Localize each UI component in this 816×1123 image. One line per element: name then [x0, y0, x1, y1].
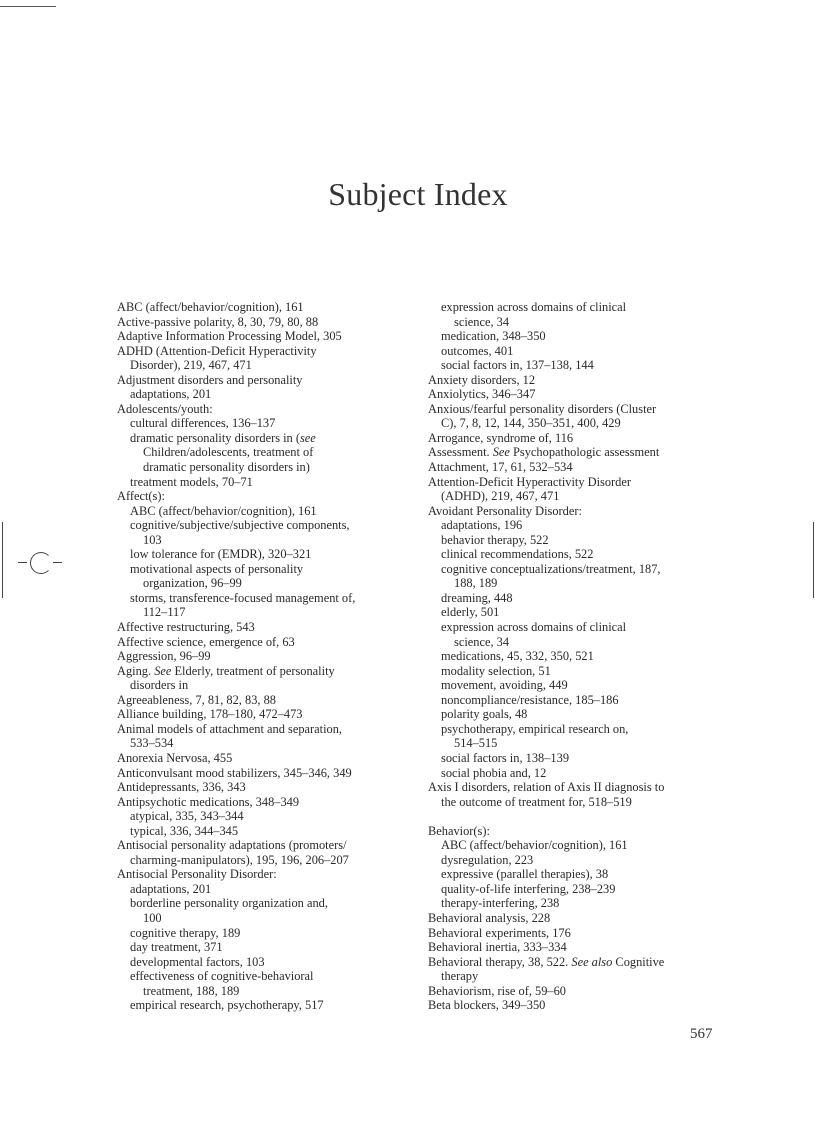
index-entry-line: Anxiety disorders, 12	[428, 372, 536, 387]
index-entry-line: therapy-interfering, 238	[441, 896, 560, 911]
index-entry	[117, 649, 415, 664]
index-entry-line: Beta blockers, 349–350	[428, 998, 546, 1013]
index-entry	[117, 489, 415, 504]
index-subentry	[117, 431, 415, 475]
index-entry-line: Axis I disorders, relation of Axis II diagnosis to	[428, 780, 665, 795]
index-entry-continuation: 112–117	[143, 605, 186, 620]
index-entry	[117, 635, 415, 650]
index-subentry	[117, 998, 415, 1013]
index-entry-line: Behavioral analysis, 228	[428, 910, 551, 925]
index-entry-continuation: science, 34	[454, 314, 510, 329]
index-entry-line: Attachment, 17, 61, 532–534	[428, 460, 573, 475]
index-entry-continuation: disorders in	[130, 678, 189, 693]
index-entry-line: cognitive/subjective/subjective components,	[130, 518, 350, 533]
index-subentry	[117, 547, 415, 562]
index-entry	[117, 300, 415, 315]
index-entry	[117, 780, 415, 795]
index-entry	[428, 926, 728, 941]
index-entry	[117, 766, 415, 781]
index-entry-line: empirical research, psychotherapy, 517	[130, 998, 324, 1013]
index-entry-continuation: C), 7, 8, 12, 144, 350–351, 400, 429	[441, 416, 621, 431]
index-entry-line: Affective science, emergence of, 63	[117, 634, 295, 649]
index-entry-line: Affect(s):	[117, 489, 165, 504]
index-entry-line: Attention-Deficit Hyperactivity Disorder	[428, 474, 632, 489]
index-subentry	[428, 344, 728, 359]
index-entry	[428, 387, 728, 402]
index-subentry	[117, 940, 415, 955]
index-entry-line: medication, 348–350	[441, 329, 546, 344]
index-subentry	[117, 824, 415, 839]
index-entry	[117, 620, 415, 635]
index-subentry	[117, 882, 415, 897]
index-entry-continuation: Children/adolescents, treatment of	[143, 445, 314, 460]
page-edge-left	[2, 522, 3, 598]
index-column-left	[117, 300, 415, 1013]
index-entry	[117, 867, 415, 882]
index-subentry	[428, 591, 728, 606]
index-entry-line: Behavioral therapy, 38, 522. See also Cognitive	[428, 954, 665, 969]
index-entry-line: borderline personality organization and,	[130, 896, 328, 911]
index-entry-line: Assessment. See Psychopathologic assessment	[428, 445, 660, 460]
index-entry-continuation: therapy	[441, 969, 479, 984]
index-entry-line: Anorexia Nervosa, 455	[117, 750, 233, 765]
index-subentry	[428, 518, 728, 533]
index-entry-line: treatment models, 70–71	[130, 474, 253, 489]
index-subentry	[117, 896, 415, 925]
crop-mark-top	[0, 6, 56, 7]
index-subentry	[117, 416, 415, 431]
index-entry-continuation: (ADHD), 219, 467, 471	[441, 489, 560, 504]
index-entry-line: Antidepressants, 336, 343	[117, 780, 246, 795]
index-entry	[117, 722, 415, 751]
index-subentry	[428, 329, 728, 344]
index-entry-continuation: treatment, 188, 189	[143, 983, 240, 998]
index-entry	[428, 984, 728, 999]
index-entry-line: dreaming, 448	[441, 590, 513, 605]
index-entry	[428, 911, 728, 926]
index-entry	[428, 824, 728, 839]
index-subentry	[428, 693, 728, 708]
index-entry-continuation: 533–534	[130, 736, 174, 751]
index-entry	[117, 402, 415, 417]
index-entry-line: effectiveness of cognitive-behavioral	[130, 969, 314, 984]
index-entry-line: Animal models of attachment and separation,	[117, 721, 343, 736]
index-entry-line: social factors in, 137–138, 144	[441, 358, 594, 373]
index-subentry	[428, 896, 728, 911]
index-entry-line: Adjustment disorders and personality	[117, 372, 303, 387]
index-entry-continuation: adaptations, 201	[130, 387, 212, 402]
index-entry-line: social factors in, 138–139	[441, 750, 570, 765]
index-subentry	[117, 969, 415, 998]
index-entry-line: behavior therapy, 522	[441, 532, 549, 547]
index-entry-line: psychotherapy, empirical research on,	[441, 721, 629, 736]
index-entry	[428, 402, 728, 431]
index-entry-line: adaptations, 201	[130, 881, 212, 896]
registration-mark-icon	[18, 549, 62, 579]
index-entry-continuation: organization, 96–99	[143, 576, 242, 591]
index-entry-line: ABC (affect/behavior/cognition), 161	[130, 503, 317, 518]
index-entry-line: expression across domains of clinical	[441, 620, 627, 635]
index-subentry	[428, 562, 728, 591]
index-entry-line: storms, transference-focused management of,	[130, 590, 356, 605]
index-entry-line: typical, 336, 344–345	[130, 823, 239, 838]
index-entry-line: cultural differences, 136–137	[130, 416, 276, 431]
index-entry-continuation: 188, 189	[454, 576, 498, 591]
index-entry-line: Adaptive Information Processing Model, 305	[117, 329, 342, 344]
index-entry	[428, 940, 728, 955]
index-entry	[117, 707, 415, 722]
index-entry-line: outcomes, 401	[441, 343, 514, 358]
index-subentry	[428, 547, 728, 562]
index-subentry	[428, 707, 728, 722]
index-entry-line: cognitive therapy, 189	[130, 925, 241, 940]
index-entry-line: Antisocial personality adaptations (promoters/	[117, 838, 347, 853]
index-entry	[428, 431, 728, 446]
index-subentry	[428, 678, 728, 693]
index-entry-continuation: science, 34	[454, 634, 510, 649]
index-entry	[428, 955, 728, 984]
index-entry	[117, 344, 415, 373]
index-entry	[428, 460, 728, 475]
index-entry-line: Antipsychotic medications, 348–349	[117, 794, 300, 809]
index-entry-line: Avoidant Personality Disorder:	[428, 503, 582, 518]
index-entry	[428, 475, 728, 504]
index-entry	[117, 373, 415, 402]
index-entry-line: low tolerance for (EMDR), 320–321	[130, 547, 312, 562]
index-entry-line: expression across domains of clinical	[441, 300, 627, 314]
index-entry-line: cognitive conceptualizations/treatment, 187,	[441, 561, 661, 576]
index-entry-line: atypical, 335, 343–344	[130, 809, 244, 824]
index-subentry	[428, 605, 728, 620]
index-entry-line: Active-passive polarity, 8, 30, 79, 80, 88	[117, 314, 319, 329]
index-entry-line: ABC (affect/behavior/cognition), 161	[441, 838, 628, 853]
index-entry-line: developmental factors, 103	[130, 954, 265, 969]
index-entry-line: Behavioral inertia, 333–334	[428, 940, 567, 955]
index-entry-continuation: 103	[143, 532, 162, 547]
index-entry	[428, 373, 728, 388]
index-subentry	[117, 475, 415, 490]
page-title: Subject Index	[328, 176, 508, 212]
index-entry-continuation: 100	[143, 910, 162, 925]
index-subentry	[428, 620, 728, 649]
index-entry-line: motivational aspects of personality	[130, 561, 304, 576]
index-entry-line: Alliance building, 178–180, 472–473	[117, 707, 303, 722]
index-subentry	[428, 838, 728, 853]
index-entry-line: Adolescents/youth:	[117, 401, 213, 416]
index-entry-line: Aggression, 96–99	[117, 649, 211, 664]
index-entry-line: Arrogance, syndrome of, 116	[428, 430, 574, 445]
index-entry	[428, 998, 728, 1013]
index-subentry	[117, 955, 415, 970]
index-entry-line: movement, avoiding, 449	[441, 678, 568, 693]
index-entry-line: Affective restructuring, 543	[117, 620, 255, 635]
index-entry-line: quality-of-life interfering, 238–239	[441, 881, 616, 896]
index-entry-line: Anticonvulsant mood stabilizers, 345–346, 349	[117, 765, 352, 780]
index-entry	[117, 838, 415, 867]
index-entry	[117, 693, 415, 708]
index-entry-line: dysregulation, 223	[441, 852, 534, 867]
index-subentry	[428, 882, 728, 897]
index-entry-line: medications, 45, 332, 350, 521	[441, 649, 594, 664]
index-entry-line: Behavior(s):	[428, 823, 490, 838]
index-entry-line: dramatic personality disorders in (see	[130, 430, 316, 445]
index-entry-line: polarity goals, 48	[441, 707, 528, 722]
index-subentry	[428, 722, 728, 751]
index-subentry	[428, 300, 728, 329]
index-entry-line: Agreeableness, 7, 81, 82, 83, 88	[117, 692, 276, 707]
index-entry	[117, 329, 415, 344]
index-entry-line: clinical recommendations, 522	[441, 547, 594, 562]
index-subentry	[117, 926, 415, 941]
index-subentry	[117, 591, 415, 620]
index-entry-continuation: charming-manipulators), 195, 196, 206–207	[130, 852, 349, 867]
index-entry-line: ABC (affect/behavior/cognition), 161	[117, 300, 304, 314]
index-subentry	[117, 809, 415, 824]
index-subentry	[428, 853, 728, 868]
index-entry-line: day treatment, 371	[130, 940, 223, 955]
index-subentry	[117, 504, 415, 519]
index-entry-line: Behaviorism, rise of, 59–60	[428, 983, 566, 998]
page-number: 567	[690, 1026, 713, 1042]
index-gap	[428, 809, 728, 824]
index-subentry	[428, 664, 728, 679]
index-entry	[117, 315, 415, 330]
index-entry-line: Behavioral experiments, 176	[428, 925, 571, 940]
index-entry-line: ADHD (Attention-Deficit Hyperactivity	[117, 343, 317, 358]
index-entry-line: Aging. See Elderly, treatment of personality	[117, 663, 335, 678]
index-entry-line: elderly, 501	[441, 605, 500, 620]
index-entry-line: expressive (parallel therapies), 38	[441, 867, 609, 882]
index-column-right	[428, 300, 728, 1013]
index-subentry	[117, 562, 415, 591]
index-entry-continuation: 514–515	[454, 736, 498, 751]
page-edge-right	[813, 522, 814, 598]
index-entry-line: social phobia and, 12	[441, 765, 547, 780]
index-entry-continuation: the outcome of treatment for, 518–519	[441, 794, 632, 809]
index-entry	[117, 751, 415, 766]
index-entry-line: Anxiolytics, 346–347	[428, 387, 536, 402]
index-subentry	[428, 751, 728, 766]
index-entry	[428, 504, 728, 519]
index-entry-continuation: dramatic personality disorders in)	[143, 460, 310, 475]
index-entry-line: Anxious/fearful personality disorders (Cluster	[428, 401, 657, 416]
index-subentry	[117, 518, 415, 547]
index-entry-line: modality selection, 51	[441, 663, 551, 678]
index-subentry	[428, 766, 728, 781]
index-subentry	[428, 358, 728, 373]
index-entry	[117, 664, 415, 693]
index-entry-line: Antisocial Personality Disorder:	[117, 867, 277, 882]
index-entry-line: noncompliance/resistance, 185–186	[441, 692, 619, 707]
index-subentry	[428, 867, 728, 882]
index-subentry	[428, 533, 728, 548]
index-entry	[117, 795, 415, 810]
index-entry-continuation: Disorder), 219, 467, 471	[130, 358, 252, 373]
index-entry-line: adaptations, 196	[441, 518, 523, 533]
index-subentry	[428, 649, 728, 664]
index-entry	[428, 445, 728, 460]
index-entry	[428, 780, 728, 809]
